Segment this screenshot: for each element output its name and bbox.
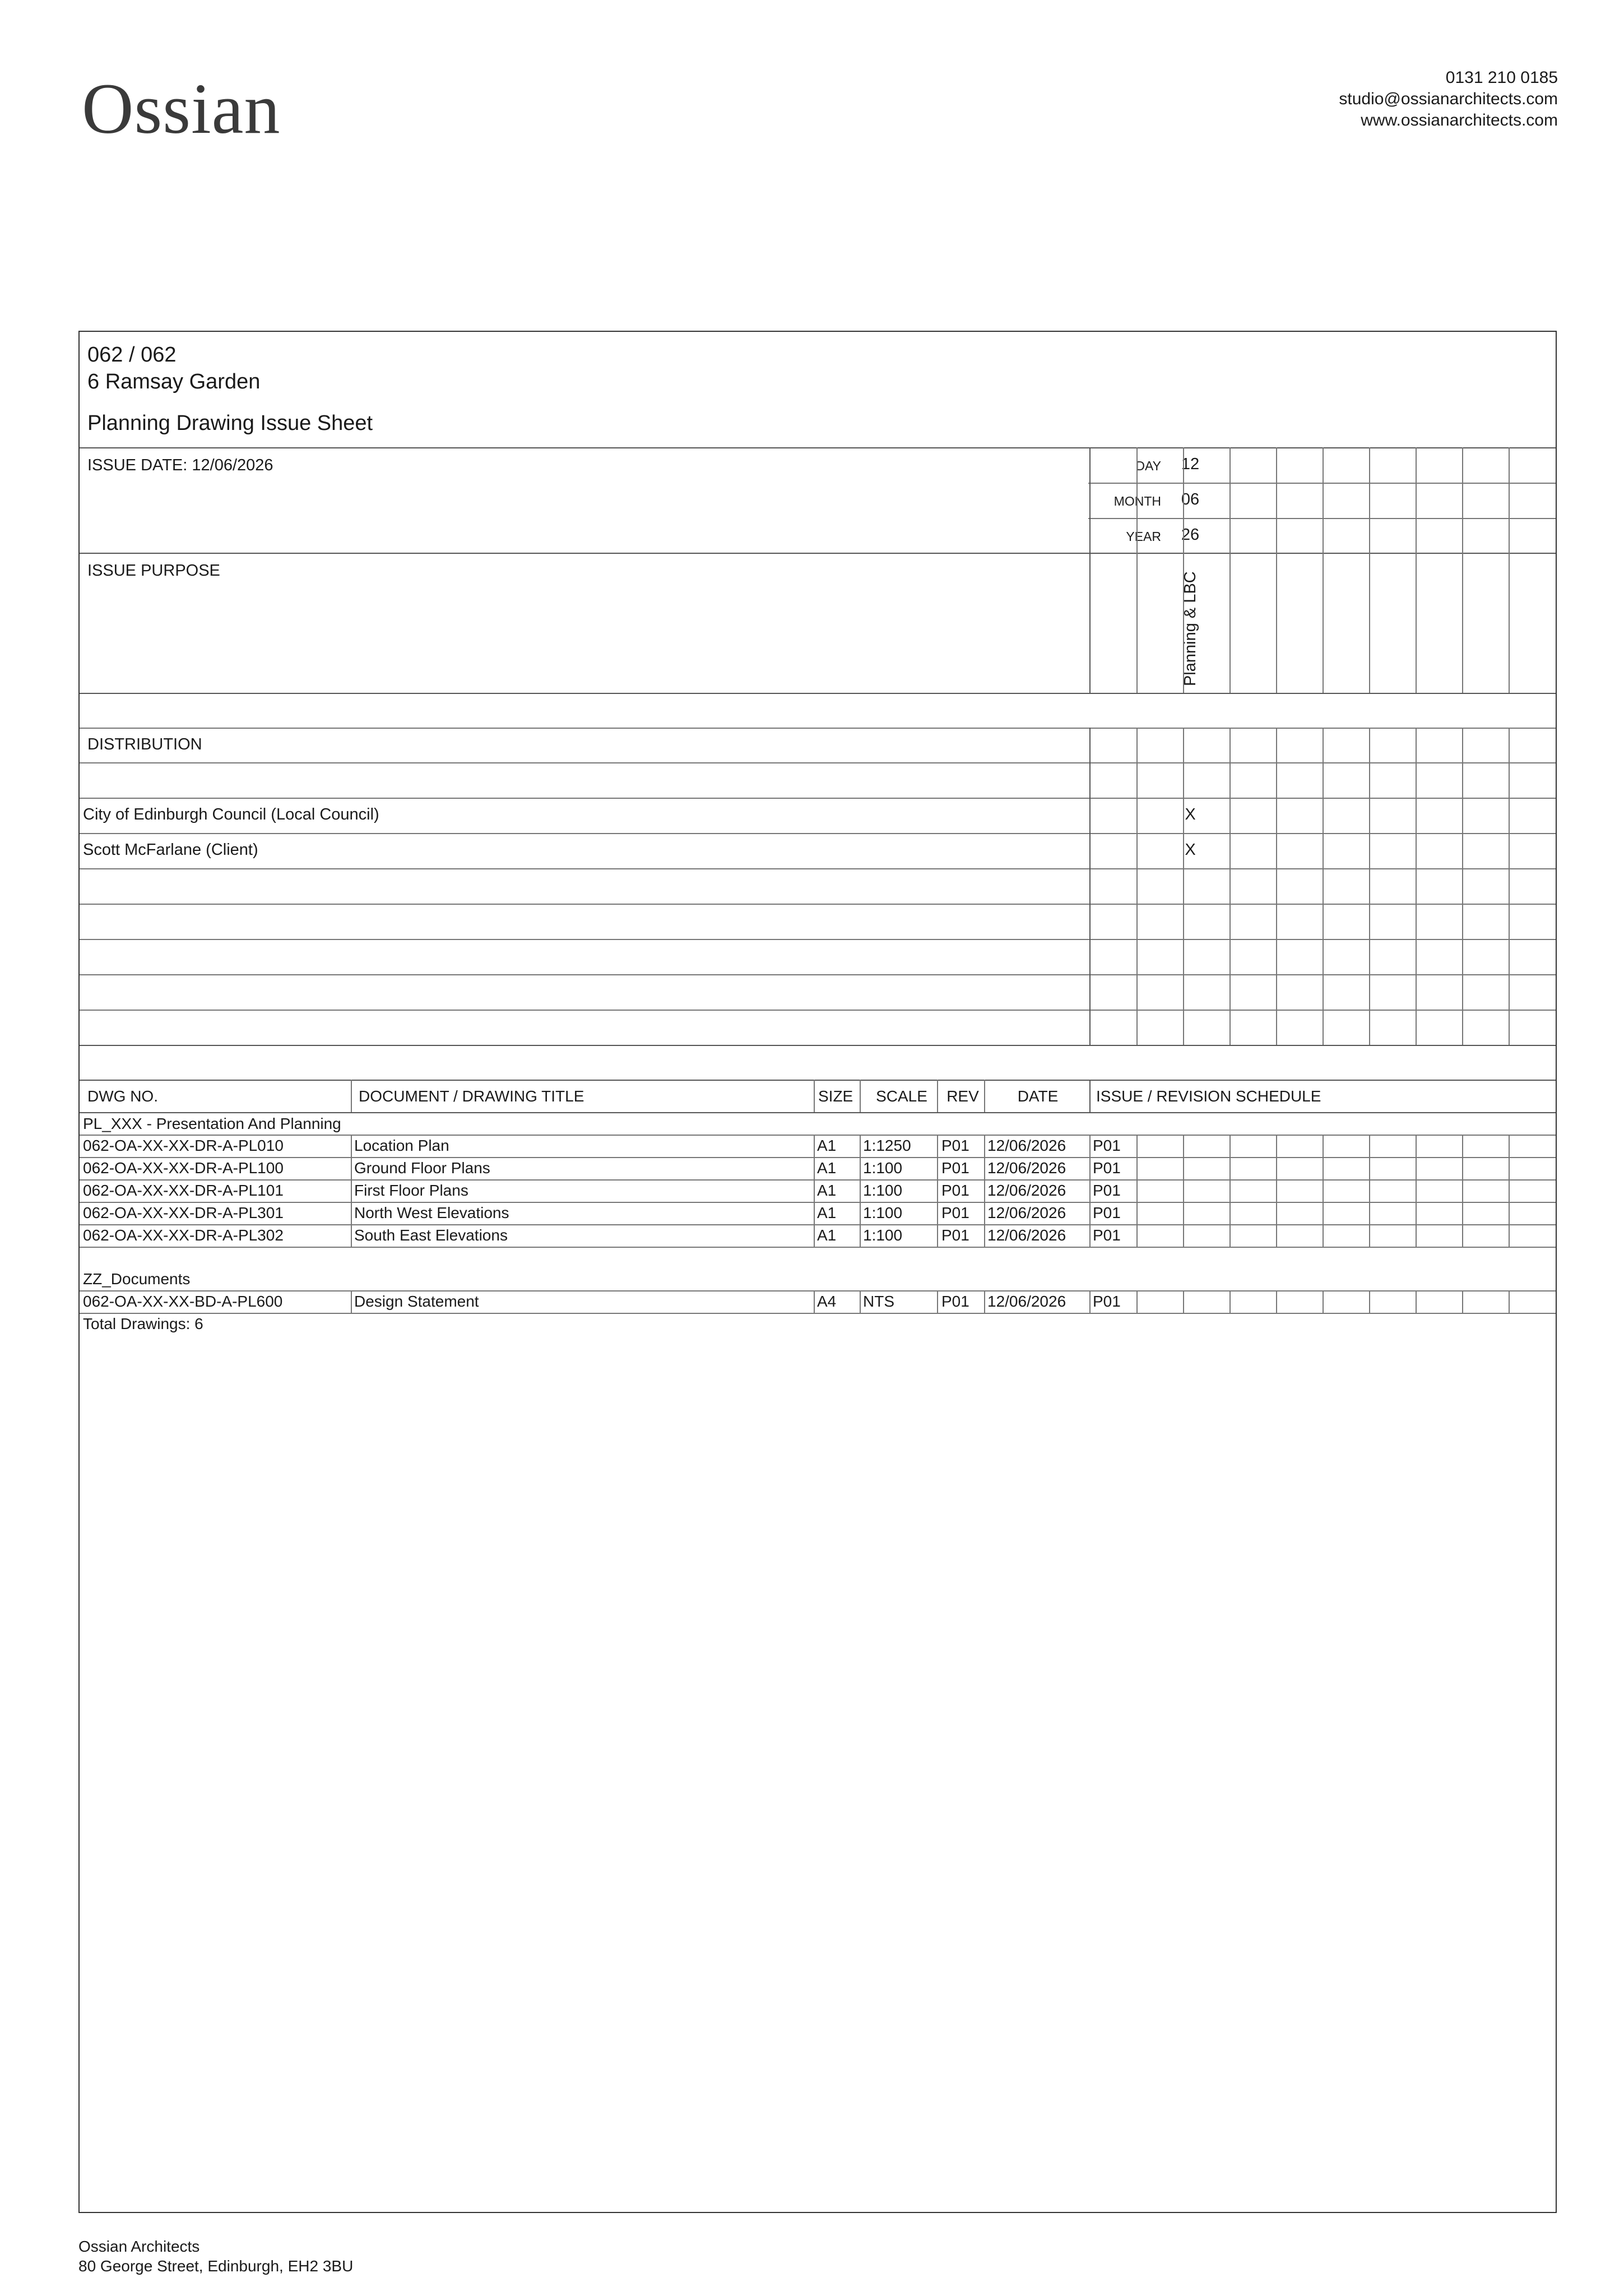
drawing-scale: 1:1250	[863, 1137, 911, 1154]
total-drawings: Total Drawings: 6	[83, 1315, 203, 1332]
year-value: 26	[1181, 526, 1200, 544]
col-header-rev: REV	[946, 1087, 979, 1105]
drawing-title: Design Statement	[354, 1293, 479, 1310]
issue-purpose-value: Planning & LBC	[1181, 571, 1199, 686]
drawing-title: South East Elevations	[354, 1226, 508, 1244]
drawing-scale: 1:100	[863, 1159, 903, 1177]
distribution-recipient: City of Edinburgh Council (Local Council)	[83, 806, 379, 823]
col-header-size: SIZE	[818, 1087, 853, 1105]
drawing-scale: NTS	[863, 1293, 894, 1310]
drawing-scale: 1:100	[863, 1204, 903, 1221]
issue-revision: P01	[1093, 1137, 1121, 1154]
footer-address-block	[78, 2237, 353, 2276]
month-label: MONTH	[1113, 494, 1161, 508]
drawing-rev: P01	[941, 1204, 969, 1221]
distribution-label: DISTRIBUTION	[87, 735, 202, 753]
drawing-date: 12/06/2026	[987, 1226, 1066, 1244]
dwg-number: 062-OA-XX-XX-DR-A-PL101	[83, 1182, 284, 1199]
footer-address: 80 George Street, Edinburgh, EH2 3BU	[78, 2257, 354, 2275]
col-header-issue-schedule: ISSUE / REVISION SCHEDULE	[1096, 1087, 1321, 1105]
group-name: PL_XXX - Presentation And Planning	[83, 1115, 341, 1132]
col-header-dwg-no: DWG NO.	[87, 1087, 158, 1105]
drawing-size: A1	[817, 1137, 837, 1154]
dwg-number: 062-OA-XX-XX-DR-A-PL100	[83, 1159, 284, 1177]
drawing-scale: 1:100	[863, 1226, 903, 1244]
dwg-number: 062-OA-XX-XX-DR-A-PL302	[83, 1226, 284, 1244]
drawing-date: 12/06/2026	[987, 1204, 1066, 1221]
day-label: DAY	[1135, 459, 1161, 473]
project-name: 6 Ramsay Garden	[87, 370, 261, 394]
issue-revision: P01	[1093, 1204, 1121, 1221]
contact-block	[1339, 67, 1558, 131]
drawing-rev: P01	[941, 1182, 969, 1199]
dwg-number: 062-OA-XX-XX-BD-A-PL600	[83, 1293, 283, 1310]
issue-revision: P01	[1093, 1226, 1121, 1244]
issue-purpose-label: ISSUE PURPOSE	[87, 562, 220, 580]
project-number: 062 / 062	[87, 343, 177, 367]
col-header-date: DATE	[1017, 1087, 1059, 1105]
drawing-size: A1	[817, 1226, 837, 1244]
drawing-rev: P01	[941, 1226, 969, 1244]
drawing-date: 12/06/2026	[987, 1159, 1066, 1177]
drawing-date: 12/06/2026	[987, 1137, 1066, 1154]
dwg-number: 062-OA-XX-XX-DR-A-PL301	[83, 1204, 284, 1221]
issue-revision: P01	[1093, 1293, 1121, 1310]
sheet-title: Planning Drawing Issue Sheet	[87, 411, 373, 435]
phone-number: 0131 210 0185	[1445, 68, 1558, 87]
group-name: ZZ_Documents	[83, 1270, 191, 1288]
day-value: 12	[1181, 455, 1200, 473]
dwg-number: 062-OA-XX-XX-DR-A-PL010	[83, 1137, 284, 1154]
drawing-size: A4	[817, 1293, 837, 1310]
issue-revision: P01	[1093, 1159, 1121, 1177]
website-url: www.ossianarchitects.com	[1361, 111, 1558, 129]
company-logo: Ossian	[82, 69, 281, 149]
drawing-title: Ground Floor Plans	[354, 1159, 490, 1177]
drawing-rev: P01	[941, 1159, 969, 1177]
drawing-title: Location Plan	[354, 1137, 449, 1154]
distribution-mark: X	[1185, 806, 1196, 823]
drawing-rev: P01	[941, 1137, 969, 1154]
drawing-scale: 1:100	[863, 1182, 903, 1199]
issue-date: ISSUE DATE: 12/06/2026	[87, 456, 273, 474]
issue-revision: P01	[1093, 1182, 1121, 1199]
issue-sheet-frame	[78, 331, 1557, 2213]
drawing-date: 12/06/2026	[987, 1182, 1066, 1199]
distribution-recipient: Scott McFarlane (Client)	[83, 841, 258, 859]
col-header-title: DOCUMENT / DRAWING TITLE	[359, 1087, 584, 1105]
footer-company: Ossian Architects	[78, 2238, 200, 2255]
drawing-size: A1	[817, 1182, 837, 1199]
drawing-size: A1	[817, 1159, 837, 1177]
month-value: 06	[1181, 490, 1200, 508]
col-header-scale: SCALE	[876, 1087, 927, 1105]
drawing-title: First Floor Plans	[354, 1182, 468, 1199]
distribution-mark: X	[1185, 841, 1196, 859]
email-address: studio@ossianarchitects.com	[1339, 90, 1558, 108]
drawing-title: North West Elevations	[354, 1204, 509, 1221]
drawing-size: A1	[817, 1204, 837, 1221]
drawing-date: 12/06/2026	[987, 1293, 1066, 1310]
year-label: YEAR	[1126, 529, 1161, 544]
drawing-rev: P01	[941, 1293, 969, 1310]
